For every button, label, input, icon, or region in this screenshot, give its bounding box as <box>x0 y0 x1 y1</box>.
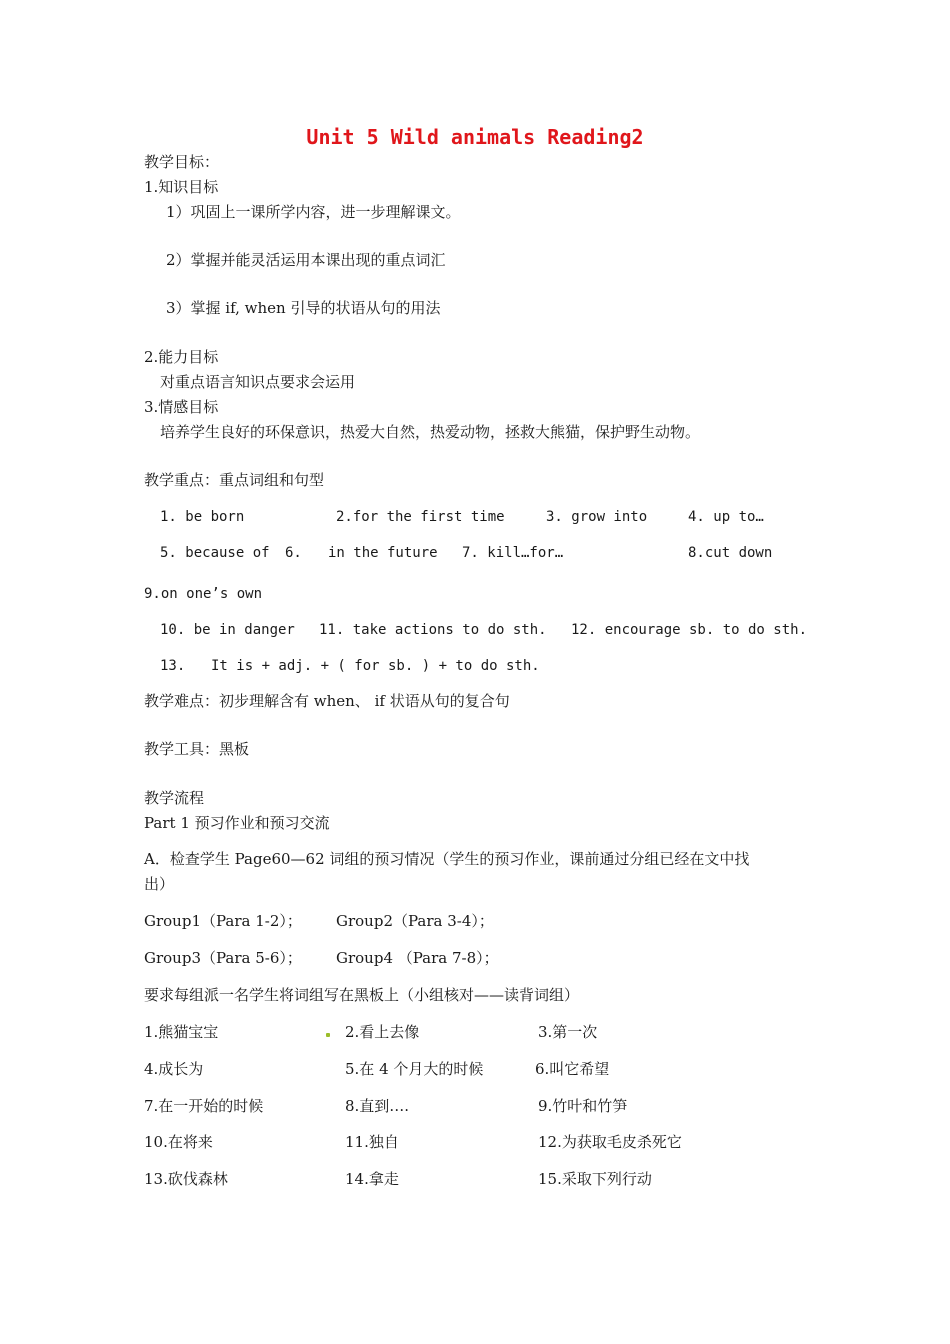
cn-phrase-1: 1.熊猫宝宝 <box>144 1023 219 1041</box>
emotion-text: 培养学生良好的环保意识，热爱大自然，热爱动物，拯救大熊猫，保护野生动物。 <box>160 423 701 441</box>
task-a-line-2: 出） <box>144 875 175 893</box>
phrase-2: 2.for the first time <box>336 509 505 525</box>
phrase-3: 3. grow into <box>546 509 648 525</box>
phrase-7: 7. kill…for… <box>462 545 564 561</box>
part1-heading: Part 1 预习作业和预习交流 <box>144 814 330 832</box>
emotion-heading: 3.情感目标 <box>144 398 219 416</box>
knowledge-item-1: 1）巩固上一课所学内容，进一步理解课文。 <box>166 203 461 221</box>
knowledge-item-3: 3）掌握 if, when 引导的状语从句的用法 <box>166 299 441 317</box>
phrase-4: 4. up to… <box>688 509 764 525</box>
phrase-13-number: 13. <box>160 658 186 674</box>
cn-phrase-9: 9.竹叶和竹笋 <box>538 1097 628 1115</box>
phrase-5: 5. because of <box>160 545 270 561</box>
requirement: 要求每组派一名学生将词组写在黑板上（小组核对——读背词组） <box>144 986 580 1004</box>
tools: 教学工具：黑板 <box>144 740 250 758</box>
cn-phrase-10: 10.在将来 <box>144 1133 213 1151</box>
cn-phrase-14: 14.拿走 <box>345 1170 399 1188</box>
phrase-10: 10. be in danger <box>160 622 295 638</box>
knowledge-heading: 1.知识目标 <box>144 178 219 196</box>
phrase-9: 9.on one’s own <box>144 586 263 602</box>
cn-phrase-3: 3.第一次 <box>538 1023 598 1041</box>
phrase-6: in the future <box>328 545 438 561</box>
cn-phrase-15: 15.采取下列行动 <box>538 1170 652 1188</box>
cn-phrase-4: 4.成长为 <box>144 1060 204 1078</box>
page-title: Unit 5 Wild animals Reading2 <box>306 125 644 149</box>
group-3: Group3（Para 5-6）； <box>144 949 302 967</box>
phrase-1: 1. be born <box>160 509 245 525</box>
task-a-line-1: A．检查学生 Page60—62 词组的预习情况（学生的预习作业，课前通过分组已经在文中找 <box>144 850 750 868</box>
ability-text: 对重点语言知识点要求会运用 <box>160 373 356 391</box>
phrase-13: It is + adj. + ( for sb. ) + to do sth. <box>211 658 540 674</box>
cn-phrase-12: 12.为获取毛皮杀死它 <box>538 1133 682 1151</box>
objectives-heading: 教学目标： <box>144 153 220 171</box>
phrase-6-number: 6. <box>285 545 302 561</box>
ability-heading: 2.能力目标 <box>144 348 219 366</box>
cn-phrase-6: 6.叫它希望 <box>535 1060 610 1078</box>
phrase-11: 11. take actions to do sth. <box>319 622 547 638</box>
key-points-heading: 教学重点：重点词组和句型 <box>144 471 325 489</box>
cn-phrase-5: 5.在 4 个月大的时候 <box>345 1060 484 1078</box>
cn-phrase-11: 11.独自 <box>345 1133 399 1151</box>
green-mark <box>326 1033 330 1037</box>
phrase-12: 12. encourage sb. to do sth. <box>571 622 808 638</box>
cn-phrase-7: 7.在一开始的时候 <box>144 1097 264 1115</box>
cn-phrase-8: 8.直到…. <box>345 1097 410 1115</box>
phrase-8: 8.cut down <box>688 545 773 561</box>
cn-phrase-13: 13.砍伐森林 <box>144 1170 228 1188</box>
group-2: Group2（Para 3-4）； <box>336 912 494 930</box>
difficulty: 教学难点：初步理解含有 when、 if 状语从句的复合句 <box>144 692 510 710</box>
cn-phrase-2: 2.看上去像 <box>345 1023 420 1041</box>
process-heading: 教学流程 <box>144 789 205 807</box>
group-4: Group4 （Para 7-8）； <box>336 949 499 967</box>
group-1: Group1（Para 1-2）； <box>144 912 302 930</box>
knowledge-item-2: 2）掌握并能灵活运用本课出现的重点词汇 <box>166 251 446 269</box>
